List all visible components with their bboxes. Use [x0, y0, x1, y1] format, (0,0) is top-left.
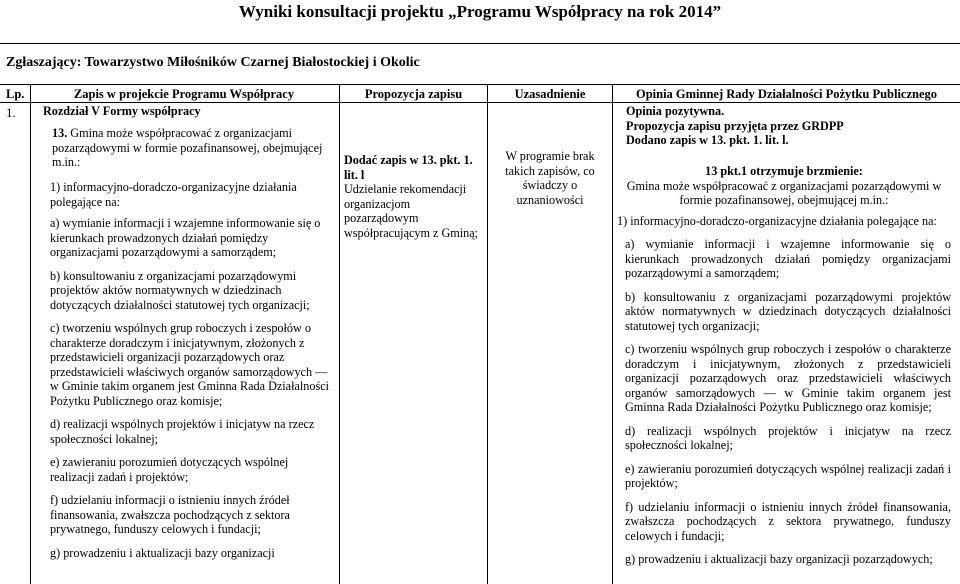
proposal-bold: Dodać zapis w 13. pkt. 1. lit. l — [344, 153, 473, 182]
col-divider-justification — [612, 84, 613, 584]
applicant-line: Zgłaszający: Towarzystwo Miłośników Czarnej Białostockiej i Okolic — [6, 55, 420, 70]
opinion-head — [626, 104, 956, 148]
record-item: 1) informacyjno-doradczo-organizacyjne działania polegające na: — [50, 180, 297, 209]
header-top-border — [0, 84, 960, 85]
header-opinion: Opinia Gminnej Rady Działalności Pożytku Publicznego — [635, 87, 938, 101]
proposal-text: Udzielanie rekomendacji organizacjom pozarządowym współpracującym z Gminą; — [344, 182, 479, 240]
record-items — [50, 180, 333, 560]
record-intro: Gmina może współpracować z organizacjami pozarządowymi w formie pozafinansowej, obejmującej m.in.: — [52, 126, 323, 169]
opinion-item: e) zawieraniu porozumień dotyczących wspólnej realizacji zadań i projektów; — [625, 461, 951, 490]
section-heading: Rozdział V Formy współpracy — [43, 104, 201, 118]
record-column — [36, 126, 333, 170]
table-top-border — [0, 43, 960, 44]
opinion-point-rest: otrzymuje brzmienie: — [747, 164, 863, 178]
col-divider-proposal — [487, 84, 488, 584]
opinion-item: f) udzielaniu informacji o istnieniu innych źródeł finansowania, zwałszcza pochodzących z sektora prywatnego, funduszy celowych i fundacji; — [625, 499, 951, 543]
proposal-cell — [344, 153, 482, 240]
opinion-item: a) wymianie informacji i wzajemne informowanie się o kierunkach prowadzonych działań pomiędzy organizacjami pozarządowymi a samorządem; — [625, 237, 951, 280]
col-divider-lp — [30, 84, 31, 584]
justification-cell: W programie brak takich zapisów, co świadczy o uznaniowości — [505, 149, 595, 207]
opinion-body — [617, 164, 951, 567]
opinion-item: d) realizacji wspólnych projektów i inicjatyw na rzecz społeczności lokalnej; — [625, 423, 951, 452]
row-lp: 1. — [6, 105, 16, 120]
header-lp: Lp. — [6, 87, 25, 101]
opinion-added: Dodano zapis w 13. pkt. 1. lit. l. — [626, 133, 789, 147]
record-item: f) udzielaniu informacji o istnieniu innych źródeł finansowania, zwałszcza pochodzących z sektora prywatnego, funduszy celowych i fundacji; — [50, 493, 290, 536]
opinion-item: g) prowadzeniu i aktualizacji bazy organizacji pozarządowych; — [625, 552, 933, 566]
opinion-positive: Opinia pozytywna. — [626, 104, 725, 118]
record-item: d) realizacji wspólnych projektów i inicjatyw na rzecz społeczności lokalnej; — [50, 417, 315, 446]
opinion-item: b) konsultowaniu z organizacjami pozarządowymi projektów aktów normatywnych w dziedzinach dotyczących działalności statutowej tych organizacji; — [625, 289, 951, 333]
record-intro-number: 13. — [52, 126, 68, 140]
header-record: Zapis w projekcie Programu Współpracy — [73, 87, 295, 101]
document-title: Wyniki konsultacji projektu „Programu Współpracy na rok 2014” — [238, 2, 722, 21]
record-item: c) tworzeniu wspólnych grup roboczych i zespołów o charakterze doradczym i inicjatywnym, złożonych z przedstawicieli organizacji pozarządowych oraz przedstawicieli właściwych organów samorządowych — w Gminie takim organem jest Gminna Rada Działalności Pożytku Publicznego oraz komisje; — [50, 321, 330, 408]
record-item: g) prowadzeniu i aktualizacji bazy organizacji — [50, 545, 275, 560]
header-justification: Uzasadnienie — [514, 87, 586, 101]
record-item: b) konsultowaniu z organizacjami pozarządowymi projektów aktów normatywnych w dziedzinach dotyczących działalności statutowej tych organizacji; — [50, 268, 310, 312]
opinion-intro: Gmina może współpracować z organizacjami pozarządowymi w formie pozafinansowej, obejmującej m.in.: — [626, 178, 942, 207]
header-bottom-border — [0, 102, 960, 103]
col-divider-record — [339, 84, 340, 584]
opinion-accepted: Propozycja zapisu przyjęta przez GRDPP — [626, 118, 844, 133]
header-proposal: Propozycja zapisu — [364, 87, 463, 101]
opinion-point-bold: 13 pkt.1 — [705, 164, 748, 178]
record-item: e) zawieraniu porozumień dotyczących wspólnej realizacji zadań i projektów; — [50, 455, 289, 484]
opinion-item: c) tworzeniu wspólnych grup roboczych i zespołów o charakterze doradczym i inicjatywnym, złożonych z przedstawicieli organizacji pozarządowych oraz przedstawicieli właściwych organów samorządowych — w Gminie takim organem jest Gminna Rada Działalności Pożytku Publicznego oraz komisje; — [625, 342, 951, 414]
opinion-item: 1) informacyjno-doradczo-organizacyjne działania polegające na: — [617, 213, 937, 228]
record-item: a) wymianie informacji i wzajemne informowanie się o kierunkach prowadzonych działań pomiędzy organizacjami pozarządowymi a samorządem; — [50, 216, 321, 259]
